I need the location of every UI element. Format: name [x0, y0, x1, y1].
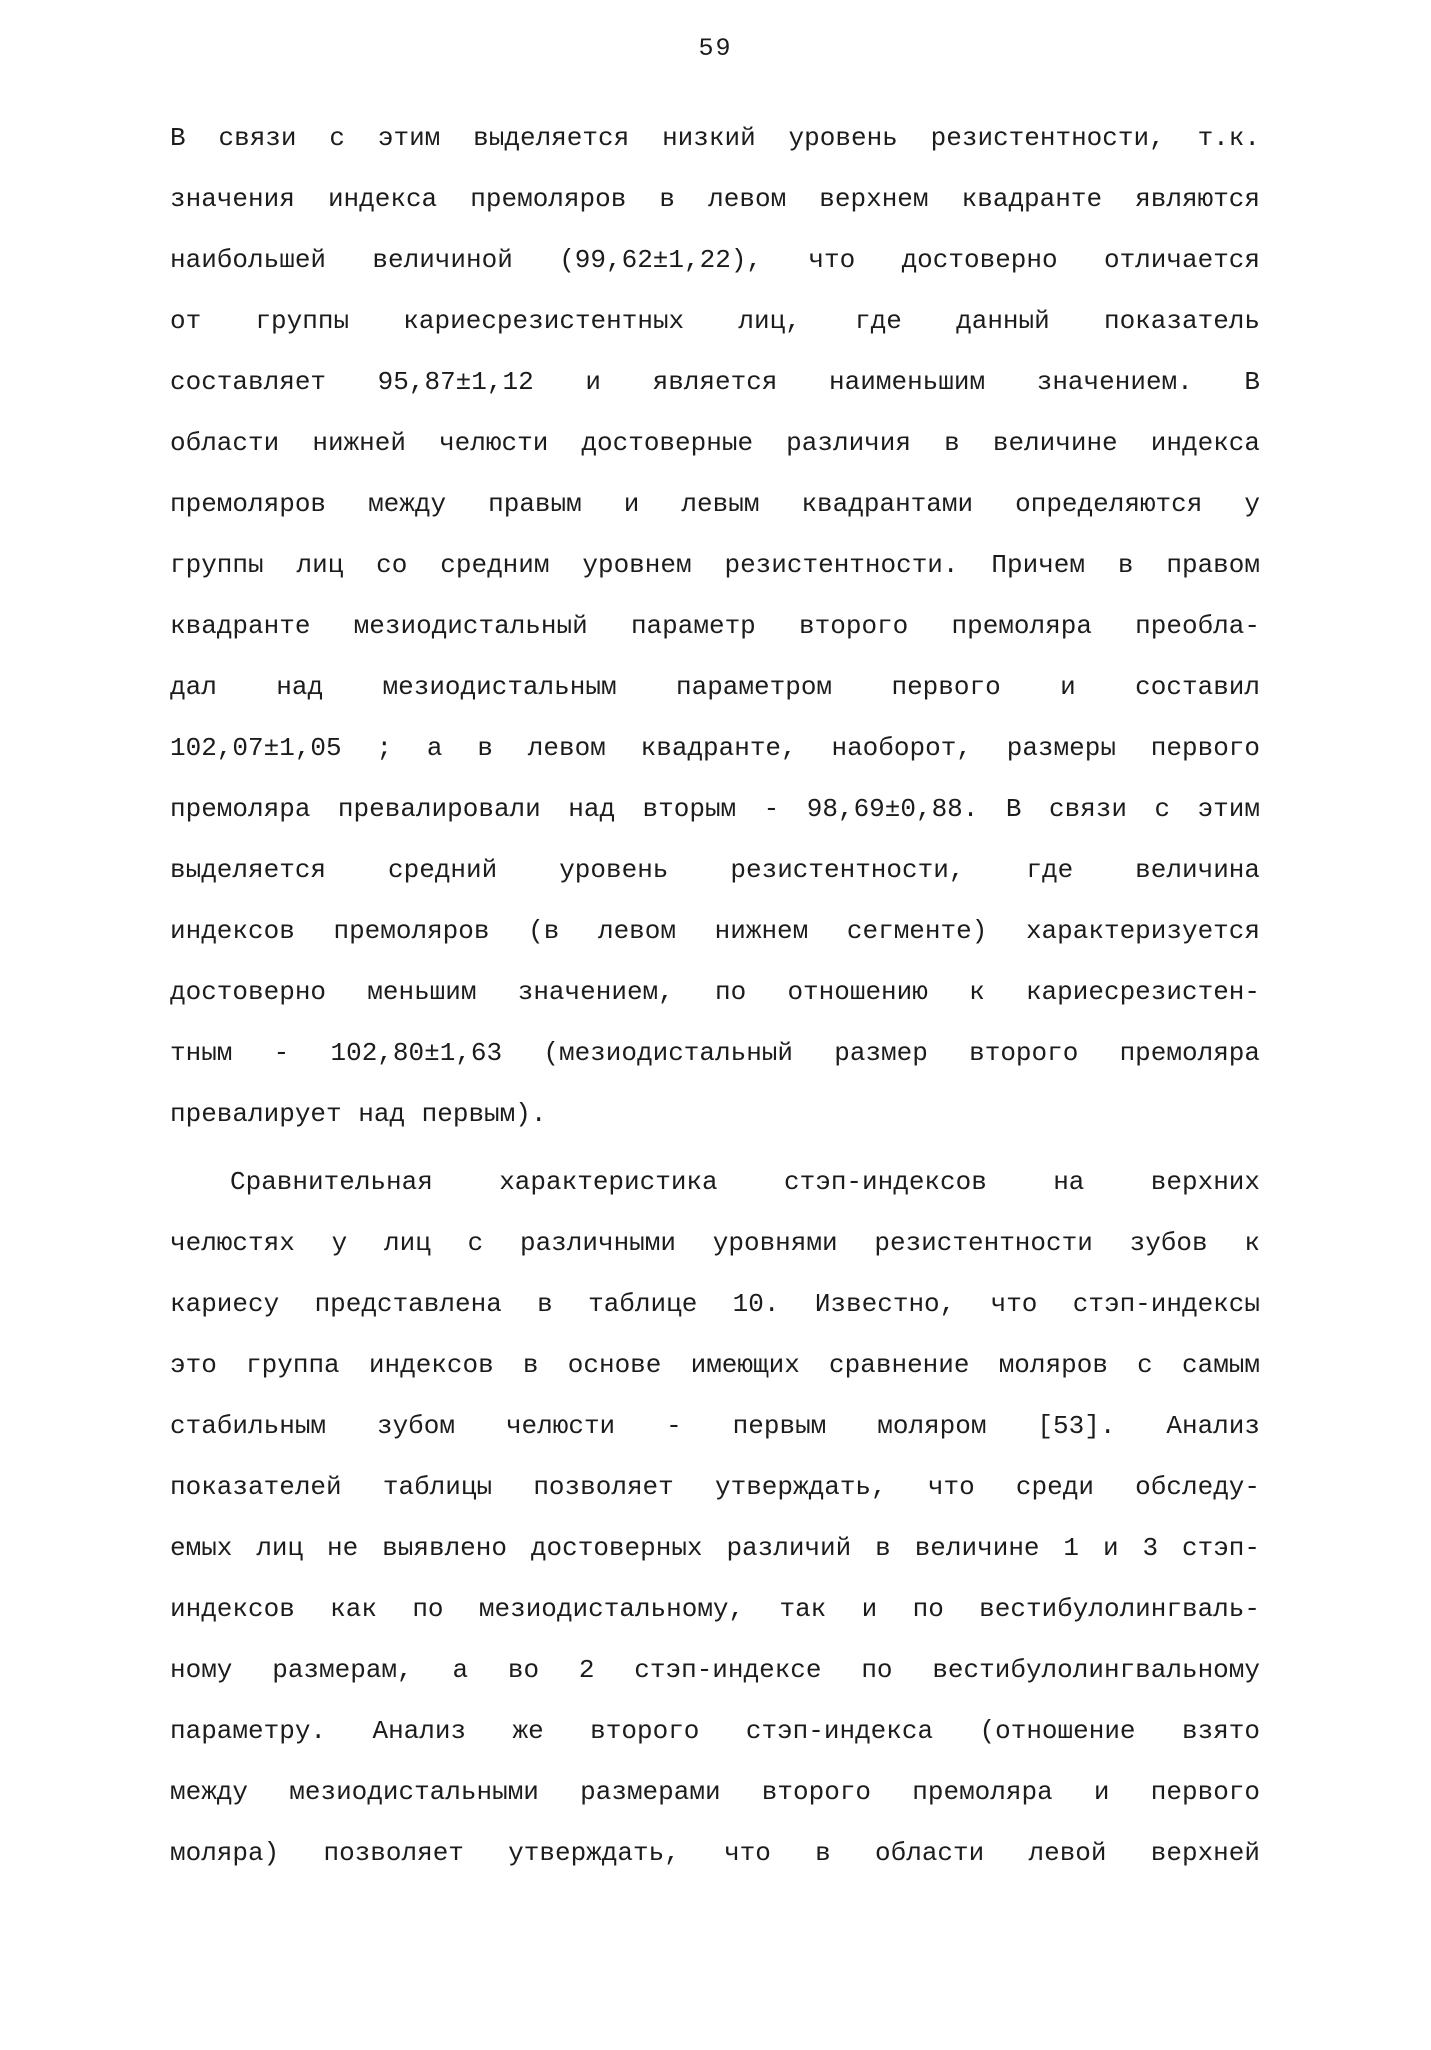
paragraph-line: тным - 102,80±1,63 (мезиодистальный размер второго премоляра [170, 1038, 1260, 1068]
paragraph-line: это группа индексов в основе имеющих сравнение моляров с самым [170, 1350, 1260, 1380]
paragraph-line: челюстях у лиц с различными уровнями резистентности зубов к [170, 1228, 1260, 1258]
paragraph-line: наибольшей величиной (99,62±1,22), что достоверно отличается [170, 245, 1260, 275]
paragraph-line: показателей таблицы позволяет утверждать, что среди обследу- [170, 1472, 1260, 1502]
paragraph-line: 102,07±1,05 ; а в левом квадранте, наоборот, размеры первого [170, 733, 1260, 763]
paragraph-line: достоверно меньшим значением, по отношению к кариесрезистен- [170, 977, 1260, 1007]
paragraph-line: ному размерам, а во 2 стэп-индексе по вестибулолингвальному [170, 1655, 1260, 1685]
paragraph-line: индексов премоляров (в левом нижнем сегменте) характеризуется [170, 916, 1260, 946]
paragraph-line: составляет 95,87±1,12 и является наименьшим значением. В [170, 367, 1260, 397]
page-number: 59 [698, 34, 733, 63]
paragraph-line: выделяется средний уровень резистентности, где величина [170, 855, 1260, 885]
paragraph-line: стабильным зубом челюсти - первым моляром [53]. Анализ [170, 1411, 1260, 1441]
paragraph-line: Сравнительная характеристика стэп-индексов на верхних [230, 1167, 1260, 1197]
paragraph-line: параметру. Анализ же второго стэп-индекса (отношение взято [170, 1716, 1260, 1746]
paragraph-line: кариесу представлена в таблице 10. Известно, что стэп-индексы [170, 1289, 1260, 1319]
paragraph-line: емых лиц не выявлено достоверных различий в величине 1 и 3 стэп- [170, 1533, 1260, 1563]
paragraph-line: моляра) позволяет утверждать, что в области левой верхней [170, 1838, 1260, 1868]
paragraph-line: премоляров между правым и левым квадрантами определяются у [170, 489, 1260, 519]
paragraph-line: от группы кариесрезистентных лиц, где данный показатель [170, 306, 1260, 336]
paragraph-line: между мезиодистальными размерами второго премоляра и первого [170, 1777, 1260, 1807]
paragraph-line: превалирует над первым). [170, 1099, 547, 1129]
paragraph-line: В связи с этим выделяется низкий уровень резистентности, т.к. [170, 123, 1260, 153]
paragraph-line: области нижней челюсти достоверные различия в величине индекса [170, 428, 1260, 458]
paragraph-line: премоляра превалировали над вторым - 98,69±0,88. В связи с этим [170, 794, 1260, 824]
paragraph-line: квадранте мезиодистальный параметр второго премоляра преобла- [170, 611, 1260, 641]
paragraph-line: индексов как по мезиодистальному, так и по вестибулолингваль- [170, 1594, 1260, 1624]
paragraph-line: дал над мезиодистальным параметром первого и составил [170, 672, 1260, 702]
paragraph-line: значения индекса премоляров в левом верхнем квадранте являются [170, 184, 1260, 214]
paragraph-line: группы лиц со средним уровнем резистентности. Причем в правом [170, 550, 1260, 580]
